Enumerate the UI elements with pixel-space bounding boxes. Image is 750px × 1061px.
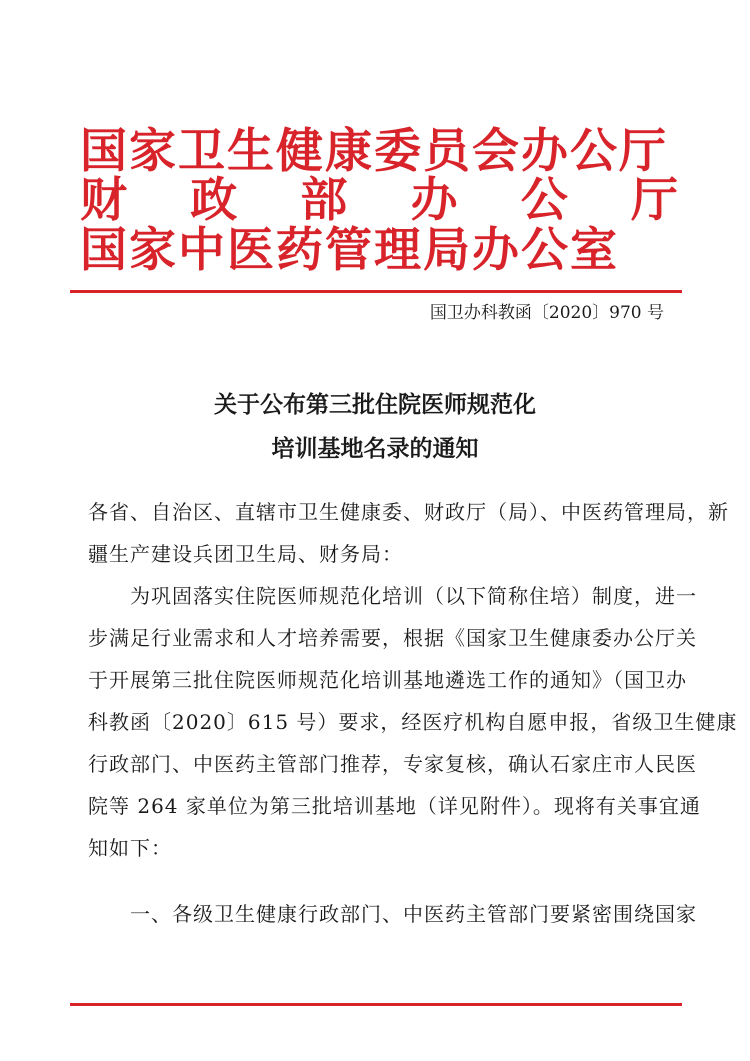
body-line: 疆生产建设兵团卫生局、财务局： — [88, 542, 403, 566]
body-line: 步满足行业需求和人才培养需要，根据《国家卫生健康委办公厅关 — [88, 626, 697, 650]
bottom-red-rule — [70, 1003, 682, 1006]
body-line: 于开展第三批住院医师规范化培训基地遴选工作的通知》（国卫办 — [88, 668, 687, 692]
body-line: 院等 264 家单位为第三批培训基地（详见附件）。现将有关事宜通 — [88, 794, 701, 818]
body-line: 一、各级卫生健康行政部门、中医药主管部门要紧密围绕国家 — [88, 902, 697, 926]
header-line-2-char: 公 — [520, 173, 570, 228]
notice-title-line-2: 培训基地名录的通知 — [271, 435, 479, 462]
notice-title-line-1: 关于公布第三批住院医师规范化 — [214, 391, 536, 418]
top-red-rule — [70, 290, 682, 293]
body-line: 行政部门、中医药主管部门推荐，专家复核，确认石家庄市人民医 — [88, 752, 697, 776]
document-number: 国卫办科教函〔2020〕970 号 — [429, 303, 664, 323]
header-line-2-char: 部 — [300, 173, 350, 228]
header-line-2-char: 政 — [190, 173, 240, 228]
body-line: 各省、自治区、直辖市卫生健康委、财政厅（局）、中医药管理局，新 — [88, 500, 729, 524]
header-line-2-char: 财 — [80, 173, 129, 228]
header-line-1: 国家卫生健康委员会办公厅 — [80, 124, 668, 179]
header-line-3: 国家中医药管理局办公室 — [80, 223, 619, 278]
body-line: 为巩固落实住院医师规范化培训（以下简称住培）制度，进一 — [88, 584, 697, 608]
body-line: 知如下： — [88, 836, 172, 860]
body-line: 科教函〔2020〕615 号）要求，经医疗机构自愿申报，省级卫生健康 — [88, 710, 738, 734]
header-line-2-char: 厅 — [630, 173, 680, 228]
header-line-2 — [80, 173, 680, 228]
header-line-2-char: 办 — [410, 173, 460, 228]
